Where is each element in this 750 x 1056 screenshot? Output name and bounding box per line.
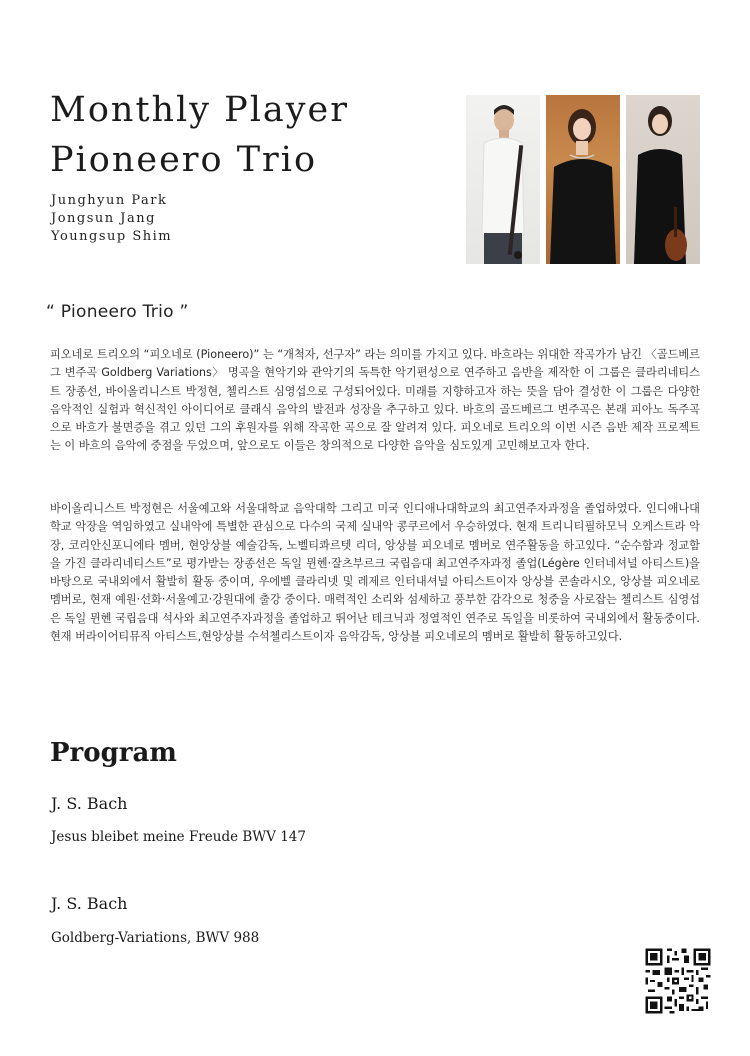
cellist-photo bbox=[626, 95, 700, 264]
program-work: Jesus bleibet meine Freude BWV 147 bbox=[51, 829, 306, 845]
page-title-line-2: Pioneero Trio bbox=[50, 140, 318, 180]
violinist-photo bbox=[546, 95, 620, 264]
program-composer: J. S. Bach bbox=[51, 794, 128, 813]
clarinetist-photo bbox=[466, 95, 540, 264]
intro-paragraph: 피오네로 트리오의 “피오네로 (Pioneero)” 는 “개척자, 선구자” 라는 의미를 가지고 있다. 바흐라는 위대한 작곡가가 남긴 〈골드베르그 변주곡 Goldberg Variations〉 명곡을 현악기와 관악기의 독특한 악기편성으로 연주하고 음반을 제작한 이 그룹은 클라리네티스트 장종선, 바이올리니스트 박정현, 첼리스트 심영섭으로 구성되어있다. 미래를 지향하고자 하는 뜻을 담아 결성한 이 그룹은 다양한 음악적인 실험과 혁신적인 아이디어로 클래식 음악의 발전과 성장을 추구하고 있다. 바흐의 골드베르그 변주곡은 본래 피아노 독주곡으로 바흐가 불면증을 겪고 있던 그의 후원자를 위해 작곡한 곡으로 잘 알려져 있다. 피오네로 트리오의 이번 시즌 음반 제작 프로젝트는 이 바흐의 음악에 중점을 두었으며, 앞으로도 이들은 창의적으로 다양한 음악을 심도있게 고민해보고자 한다. bbox=[50, 348, 700, 453]
member-name: Jongsun Jang bbox=[51, 211, 156, 226]
qr-code-icon[interactable] bbox=[643, 946, 713, 1016]
members-paragraph: 바이올리니스트 박정현은 서울예고와 서울대학교 음악대학 그리고 미국 인디애나대학교의 최고연주자과정을 졸업하였다. 인디애나대학교 악장을 역임하였고 실내악에 특별한 관심으로 다수의 국제 실내악 콩쿠르에서 우승하였다. 현재 트리니티필하모닉 오케스트라 악장, 코리안신포니에타 멤버, 현앙상블 예술감독, 노벨티콰르텟 리더, 앙상블 피오네로 멤버로 연주활동을 하고있다. “순수함과 정교함을 가진 클라리네티스트”로 평가받는 장종선은 독일 뮌헨·잘츠부르크 국립음대 최고연주자과정 졸업(Légère 인터네셔널 아티스트)을 바탕으로 국내외에서 활발히 활동 중이며, 우에벨 클라리넷 및 레제르 인터내셔널 아티스트이자 앙상블 콘솔라시오, 앙상블 피오네로멤버로, 현재 예원·선화·서울예고·강원대에 출강 중이다. 매력적인 소리와 섬세하고 풍부한 감각으로 청중을 사로잡는 첼리스트 심영섭은 독일 뮌헨 국립음대 석사와 최고연주자과정을 졸업하고 뛰어난 테크닉과 정열적인 연주로 독일을 비롯하여 국내외에서 활동중이다. 현재 버라이어티뮤직 아티스트,현앙상블 수석첼리스트이자 음악감독, 앙상블 피오네로의 멤버로 활발히 활동하고있다. bbox=[50, 502, 700, 644]
page-title-line-1: Monthly Player bbox=[50, 90, 349, 130]
program-work: Goldberg-Variations, BWV 988 bbox=[51, 930, 260, 946]
program-heading: Program bbox=[50, 738, 177, 768]
program-composer: J. S. Bach bbox=[51, 894, 128, 913]
member-name: Junghyun Park bbox=[51, 193, 168, 208]
quote-title: “ Pioneero Trio ” bbox=[46, 302, 189, 322]
member-name: Youngsup Shim bbox=[51, 229, 173, 244]
